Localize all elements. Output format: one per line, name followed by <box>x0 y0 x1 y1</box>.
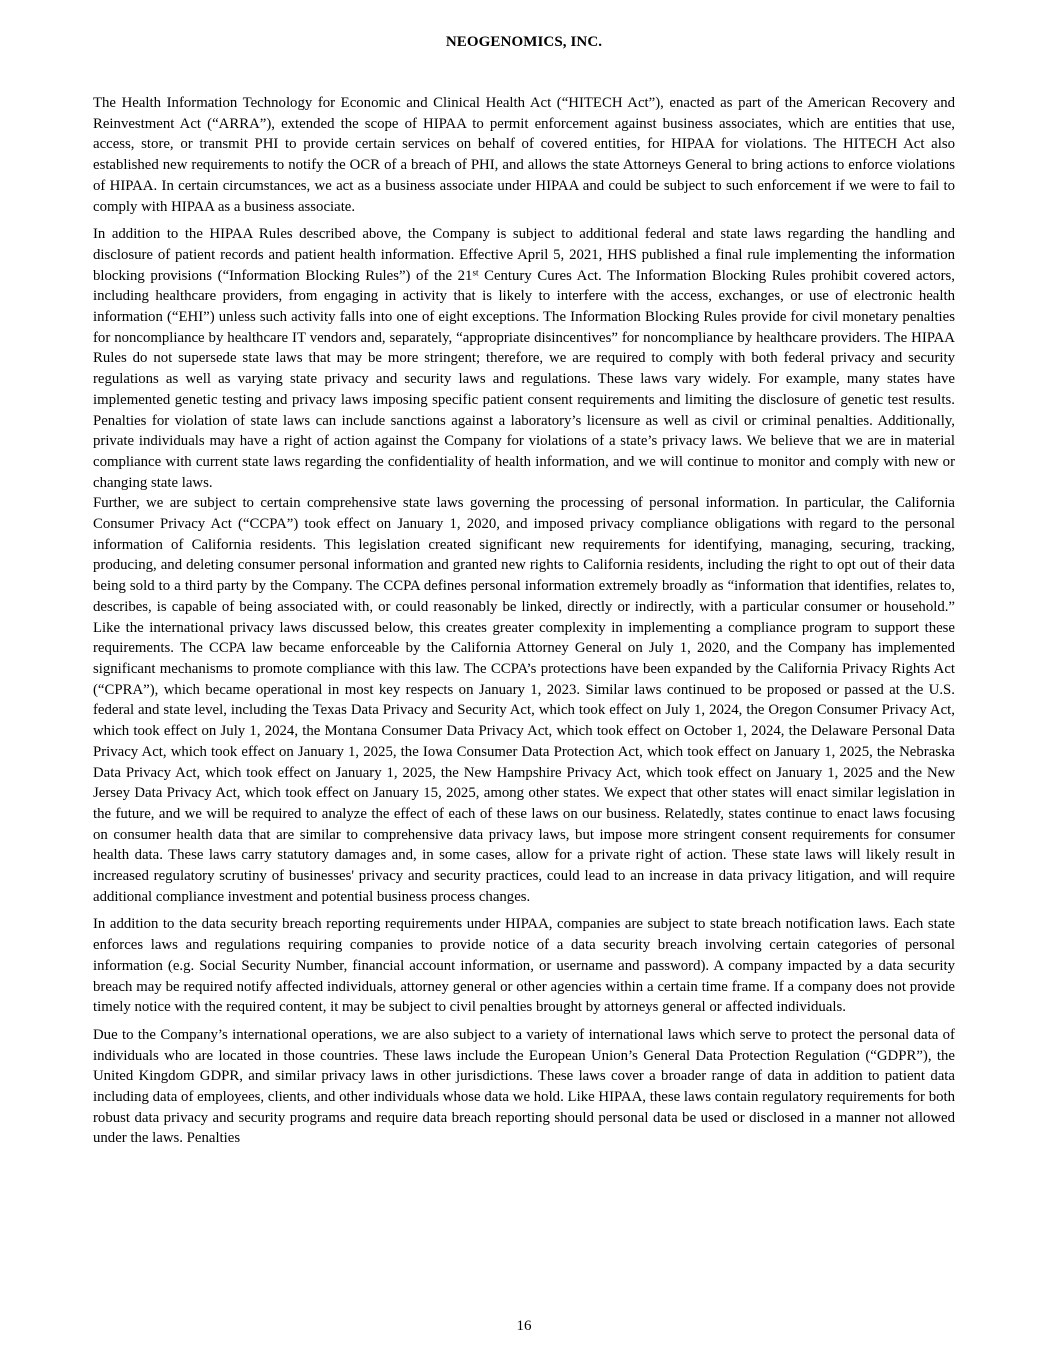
paragraph-hipaa-state-laws <box>93 224 955 493</box>
page-header: NEOGENOMICS, INC. <box>445 34 603 50</box>
body-text <box>93 93 955 1149</box>
paragraph-hitech-act: The Health Information Technology for Economic and Clinical Health Act (“HITECH Act”), enacted as part of the American Recovery and Reinvestment Act (“ARRA”), extended the scope of HIPAA to permit enforcement against business associates, which are entities that use, access, store, or transmit PHI to provide certain services on behalf of covered entities, for HIPAA for violations. The HITECH Act also established new requirements to notify the OCR of a breach of PHI, and allows the state Attorneys General to bring actions to enforce violations of HIPAA. In certain circumstances, we act as a business associate under HIPAA and could be subject to such enforcement if we were to fail to comply with HIPAA as a business associate. <box>93 95 955 215</box>
paragraph-state-privacy-laws: Further, we are subject to certain comprehensive state laws governing the processing of personal information. In particular, the California Consumer Privacy Act (“CCPA”) took effect on January 1, 2020, and imposed privacy compliance obligations with regard to the personal information of California residents. This legislation created significant new requirements for identifying, managing, securing, tracking, producing, and deleting consumer personal information and granted new rights to California residents, including the right to opt out of their data being sold to a third party by the Company. The CCPA defines personal information extremely broadly as “information that identifies, relates to, describes, is capable of being associated with, or could reasonably be linked, directly or indirectly, with a particular consumer or household.” Like the international privacy laws discussed below, this creates greater complexity in implementing a compliance program to support these requirements. The CCPA law became enforceable by the California Attorney General on July 1, 2020, and the Company has implemented significant mechanisms to promote compliance with this law. The CCPA’s protections have been expanded by the California Privacy Rights Act (“CPRA”), which became operational in most key respects on January 1, 2023. Similar laws continued to be proposed or passed at the U.S. federal and state level, including the Texas Data Privacy and Security Act, which took effect on July 1, 2024, the Oregon Consumer Privacy Act, which took effect on July 1, 2024, the Montana Consumer Data Privacy Act, which took effect on October 1, 2024, the Delaware Personal Data Privacy Act, which took effect on January 1, 2025, the Iowa Consumer Data Protection Act, which took effect on January 1, 2025, the Nebraska Data Privacy Act, which took effect on January 1, 2025, the New Hampshire Privacy Act, which took effect on January 1, 2025 and the New Jersey Data Privacy Act, which took effect on January 15, 2025, among other states. We expect that other states will enact similar legislation in the future, and we will be required to analyze the effect of each of these laws on our business. Relatedly, states continue to enact laws focusing on consumer health data that are similar to comprehensive data privacy laws, but impose more stringent consent requirements for consumer health data. These laws carry statutory damages and, in some cases, allow for a private right of action. These state laws will likely result in increased regulatory scrutiny of businesses' privacy and security practices, could lead to an increase in data privacy litigation, and will require additional compliance investment and potential business process changes. <box>93 495 955 905</box>
paragraph-hipaa-text-end: Century Cures Act. The Information Blocking Rules prohibit covered actors, including healthcare providers, from engaging in activity that is likely to interfere with the access, exchanges, or use of electronic health information (“EHI”) unless such activity falls into one of eight exceptions. The Information Blocking Rules provide for civil monetary penalties for noncompliance by healthcare IT vendors and, separately, “appropriate disincentives” for noncompliance by healthcare providers. The HIPAA Rules do not supersede state laws that may be more stringent; therefore, we are required to comply with both federal privacy and security regulations as well as varying state privacy and security laws and regulations. These laws vary widely. For example, many states have implemented genetic testing and privacy laws imposing specific patient consent requirements and limiting the disclosure of genetic test results. Penalties for violation of state laws can include sanctions against a laboratory’s licensure as well as civil or criminal penalties. Additionally, private individuals may have a right of action against the Company for violations of a state’s privacy laws. We believe that we are in material compliance with current state laws regarding the confidentiality of health information, and we will continue to monitor and comply with new or changing state laws. <box>93 267 955 491</box>
paragraph-hipaa-text-start: In addition to the HIPAA Rules described above, the Company is subject to additional federal and state laws regarding the handling and disclosure of patient records and patient health information. Effective April 5, 2021, HHS published a final rule implementing the information blocking provisions (“Information Blocking Rules”) of the 21 <box>93 226 955 284</box>
paragraph-international-laws: Due to the Company’s international operations, we are also subject to a variety of international laws which serve to protect the personal data of individuals who are located in those countries. These laws include the European Union’s General Data Protection Regulation (“GDPR”), the United Kingdom GDPR, and similar privacy laws in other jurisdictions. These laws cover a broader range of data in addition to patient data including data of employees, clients, and other individuals whose data we hold. Like HIPAA, these laws contain regulatory requirements for both robust data privacy and security programs and require data breach reporting should personal data be used or disclosed in a manner not allowed under the laws. Penalties <box>93 1026 955 1147</box>
ordinal-superscript: st <box>472 267 479 278</box>
page-number: 16 <box>516 1318 532 1334</box>
paragraph-breach-notification: In addition to the data security breach reporting requirements under HIPAA, companies are subject to state breach notification laws. Each state enforces laws and regulations requiring companies to provide notice of a data security breach involving certain categories of personal information (e.g. Social Security Number, financial account information, or username and password). A company impacted by a data security breach may be required notify affected individuals, attorney general or other agencies within a certain time frame. If a company does not provide timely notice with the required content, it may be subject to civil penalties brought by attorneys general or affected individuals. <box>93 916 955 1016</box>
